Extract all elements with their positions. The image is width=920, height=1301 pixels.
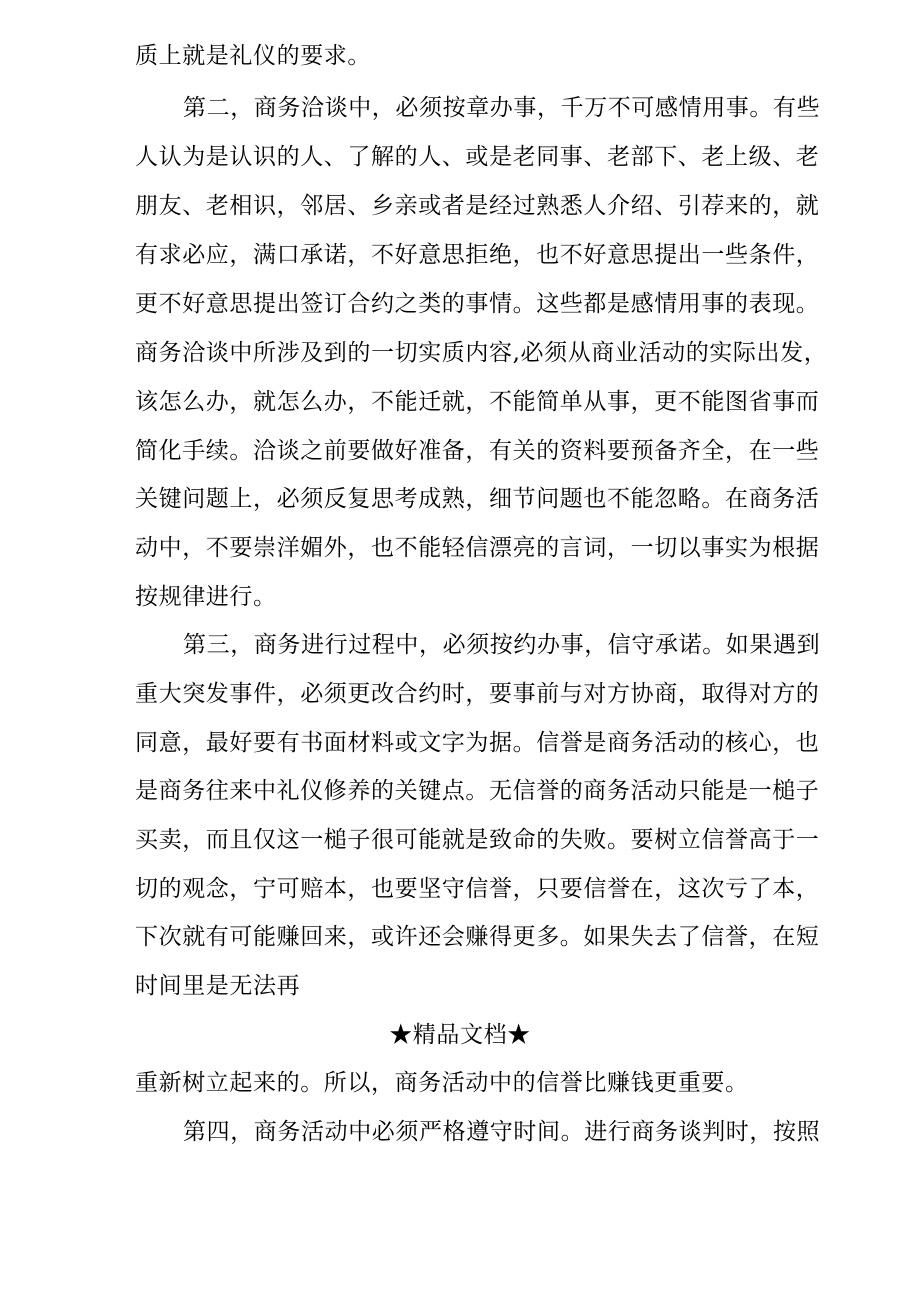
paragraph-line: 更不好意思提出签订合约之类的事情。这些都是感情用事的表现。: [135, 291, 820, 317]
watermark-label: ★精品文档★: [389, 1022, 531, 1048]
paragraph-line: 重新树立起来的。所以，商务活动中的信誉比赚钱更重要。: [135, 1070, 749, 1096]
paragraph-line: 第四，商务活动中必须严格遵守时间。进行商务谈判时，按照: [183, 1119, 821, 1145]
paragraph-line: 朋友、老相识，邻居、乡亲或者是经过熟悉人介绍、引荐来的，就: [135, 193, 820, 219]
paragraph-line: 切的观念，宁可赔本，也要坚守信誉，只要信誉在，这次亏了本，: [135, 876, 820, 902]
paragraph-line: 有求必应，满口承诺，不好意思拒绝，也不好意思提出一些条件，: [135, 242, 820, 268]
paragraph-line: 该怎么办，就怎么办，不能迁就，不能简单从事，更不能图省事而: [135, 389, 820, 415]
paragraph-line: 动中，不要崇洋媚外，也不能轻信漂亮的言词，一切以事实为根据: [135, 535, 820, 561]
paragraph-line: 简化手续。洽谈之前要做好准备，有关的资料要预备齐全，在一些: [135, 438, 820, 464]
paragraph-line: 质上就是礼仪的要求。: [135, 43, 371, 69]
paragraph-line: 下次就有可能赚回来，或许还会赚得更多。如果失去了信誉，在短: [135, 924, 820, 950]
paragraph-line: 是商务往来中礼仪修养的关键点。无信誉的商务活动只能是一槌子: [135, 778, 820, 804]
paragraph-line: 买卖，而且仅这一槌子很可能就是致命的失败。要树立信誉高于一: [135, 827, 820, 853]
paragraph-line: 第二，商务洽谈中，必须按章办事，千万不可感情用事。有些: [183, 95, 821, 121]
paragraph-line: 重大突发事件，必须更改合约时，要事前与对方协商，取得对方的: [135, 681, 820, 707]
paragraph-line: 第三，商务进行过程中，必须按约办事，信守承诺。如果遇到: [183, 632, 821, 658]
paragraph-line: 时间里是无法再: [135, 973, 301, 999]
paragraph-line: 商务洽谈中所涉及到的一切实质内容,必须从商业活动的实际出发，: [135, 340, 828, 366]
paragraph-line: 人认为是认识的人、了解的人、或是老同事、老部下、老上级、老: [135, 144, 820, 170]
paragraph-line: 同意，最好要有书面材料或文字为据。信誉是商务活动的核心，也: [135, 730, 820, 756]
paragraph-line: 关键问题上，必须反复思考成熟，细节问题也不能忽略。在商务活: [135, 486, 820, 512]
paragraph-line: 按规律进行。: [135, 584, 277, 610]
